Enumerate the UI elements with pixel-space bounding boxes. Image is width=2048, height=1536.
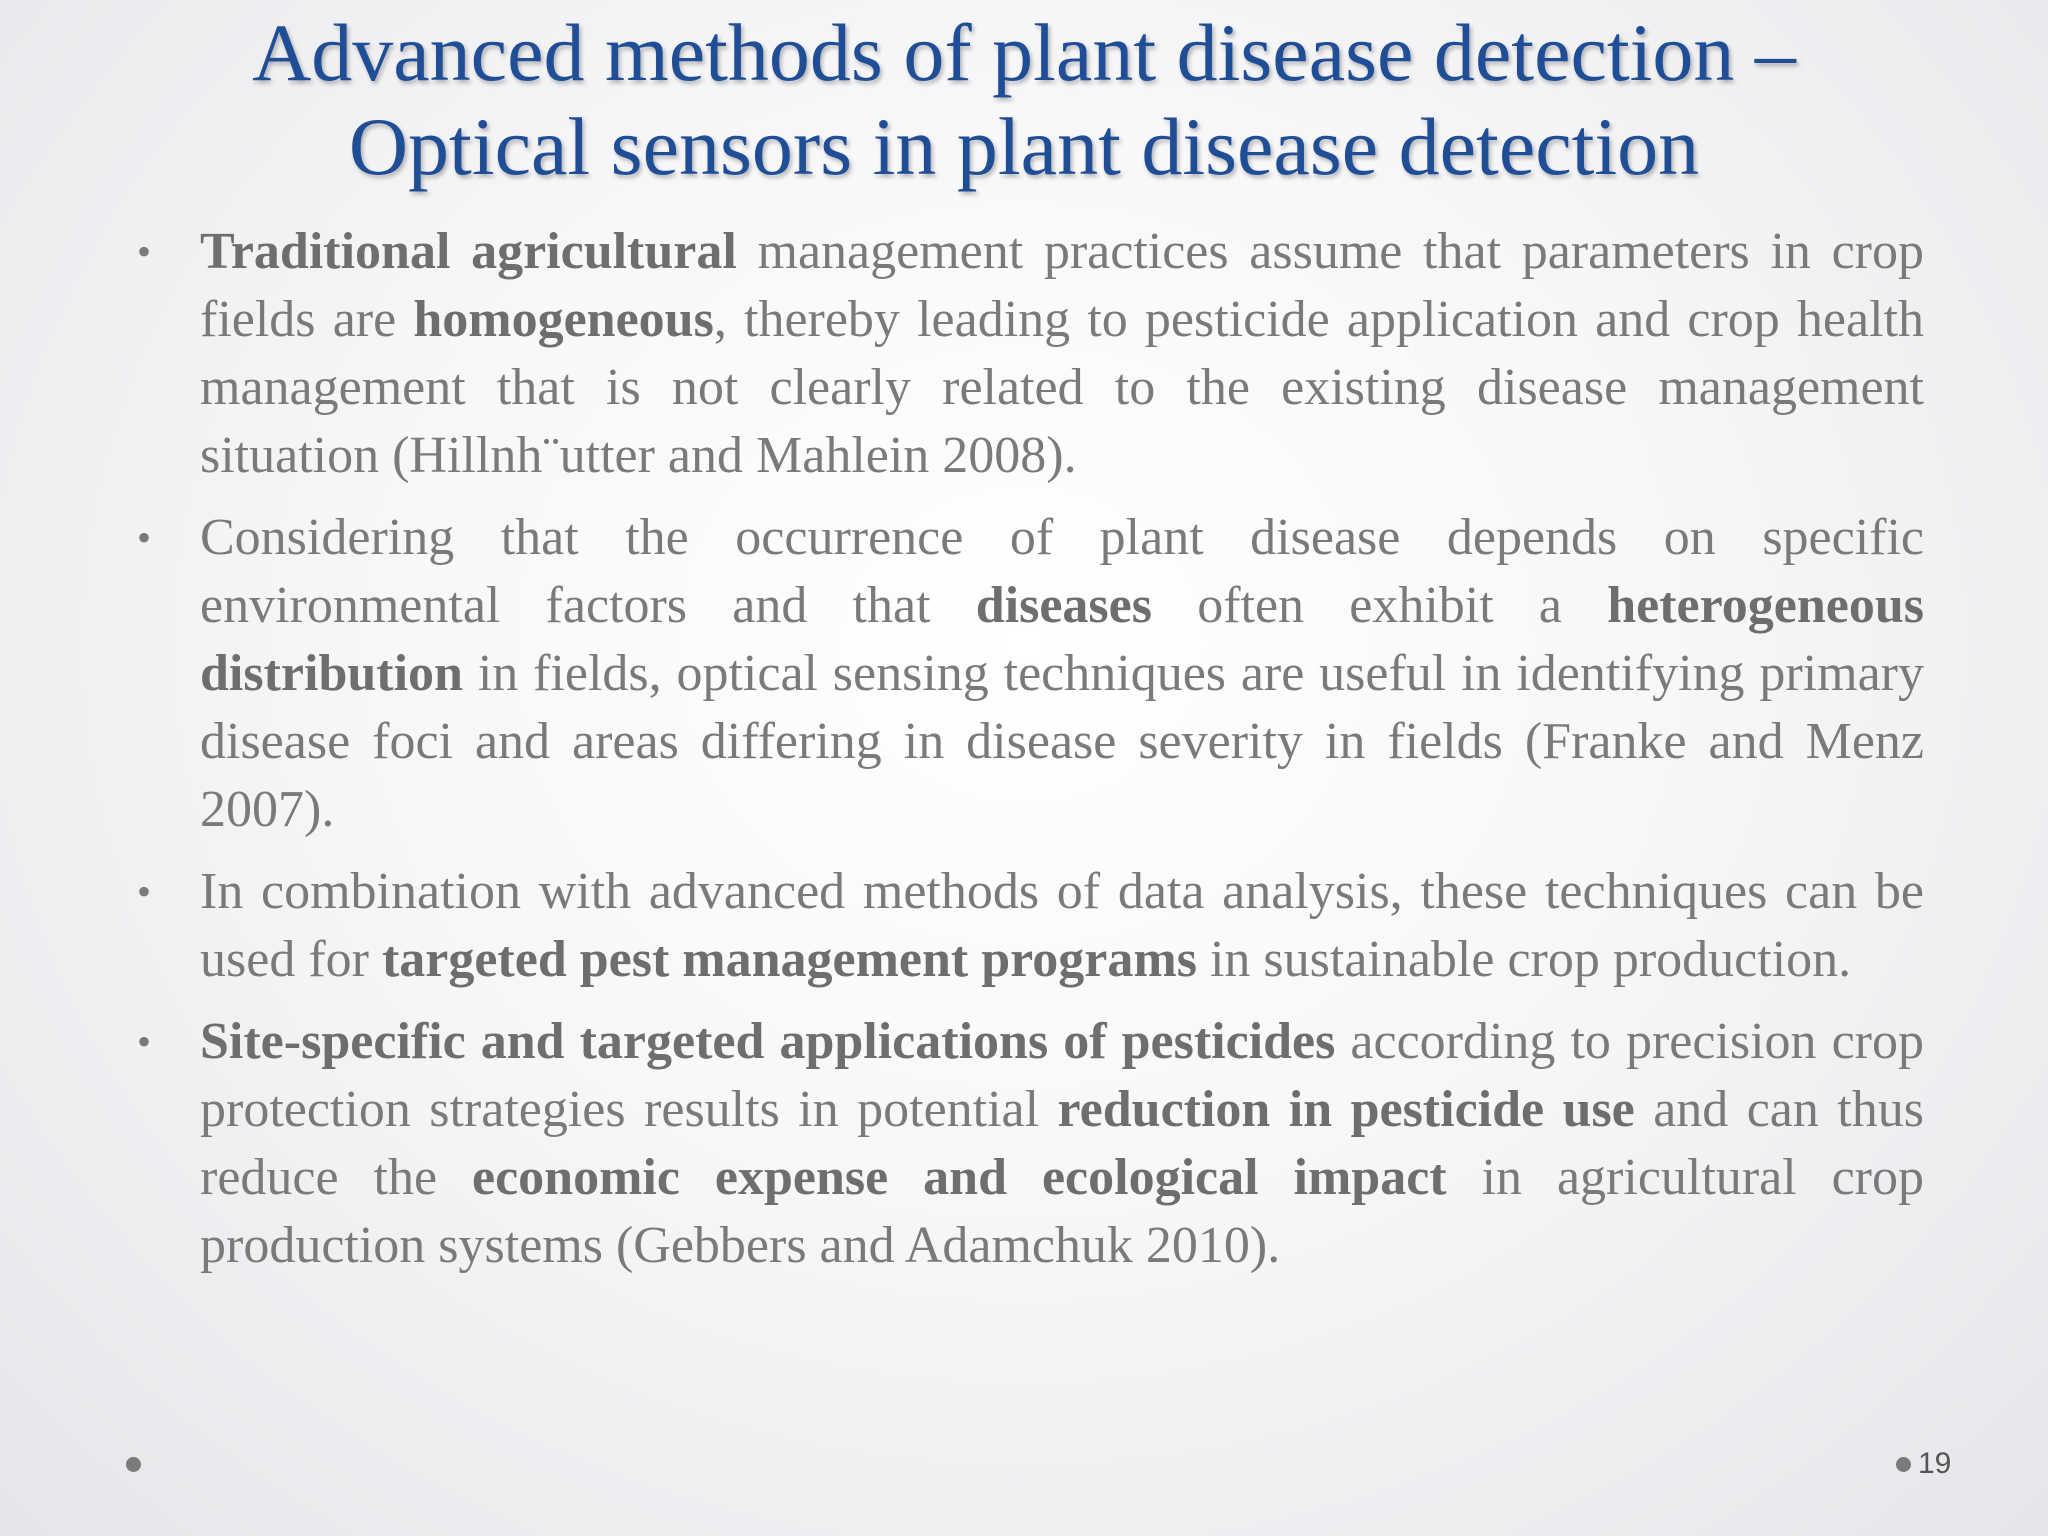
bullet-dot-icon: •	[136, 1019, 151, 1064]
bullet-text-segment: in sustainable crop production.	[1196, 931, 1852, 988]
page-number: 19	[1918, 1447, 1952, 1480]
bullet-dot-icon: •	[136, 229, 151, 274]
bullet-text-segment: in fields, optical sensing techniques are useful in identifying primary disease foci and areas differing in disease severity in fields (Franke and Menz 2007).	[200, 645, 1924, 838]
bullet-text-segment: homogeneous	[413, 291, 714, 348]
bullet-text-segment: reduction in pesticide use	[1057, 1081, 1635, 1138]
bullet-item-1	[136, 218, 1924, 490]
bullet-text-segment: in agricultural crop production systems (Gebbers and Adamchuk 2010).	[200, 1149, 1924, 1274]
slide-title-line-2: Optical sensors in plant disease detection	[348, 101, 1700, 192]
bullet-item-3	[136, 858, 1924, 994]
decorative-dot-icon	[126, 1457, 141, 1472]
bullet-text-segment: heterogeneous distribution	[200, 577, 1924, 702]
bullet-text-segment: In combination with advanced methods of data analysis, these techniques can be used for	[200, 863, 1924, 988]
bullet-item-2	[136, 504, 1924, 844]
bullet-item-4	[136, 1008, 1924, 1280]
bullet-text-segment: management practices assume that parameters in crop fields are	[200, 223, 1924, 348]
bullet-text-segment: diseases	[975, 577, 1152, 634]
bullet-text-segment: and can thus reduce the	[200, 1081, 1924, 1206]
bullet-text-segment: often exhibit a	[1152, 577, 1608, 634]
bullet-text-segment: Site-specific and targeted applications of pesticides	[200, 1013, 1336, 1070]
slide-title	[100, 6, 1948, 194]
bullet-text-segment: according to precision crop protection strategies results in potential	[200, 1013, 1924, 1138]
slide-title-line-1: Advanced methods of plant disease detection –	[252, 7, 1796, 98]
bullet-list	[136, 218, 1924, 1294]
bullet-dot-icon: •	[136, 515, 151, 560]
bullet-text-segment: targeted pest management programs	[381, 931, 1197, 988]
bullet-text-segment: Considering that the occurrence of plant disease depends on specific environmental factors and that	[200, 509, 1924, 634]
bullet-text-segment: , thereby leading to pesticide application and crop health management that is not clearly related to the existing disease management situation (Hillnh¨utter and Mahlein 2008).	[200, 291, 1924, 484]
bullet-dot-icon: •	[136, 869, 151, 914]
bullet-text-segment: Traditional agricultural	[200, 223, 737, 280]
decorative-dot-icon	[1896, 1457, 1911, 1472]
bullet-text-segment: economic expense and ecological impact	[472, 1149, 1447, 1206]
